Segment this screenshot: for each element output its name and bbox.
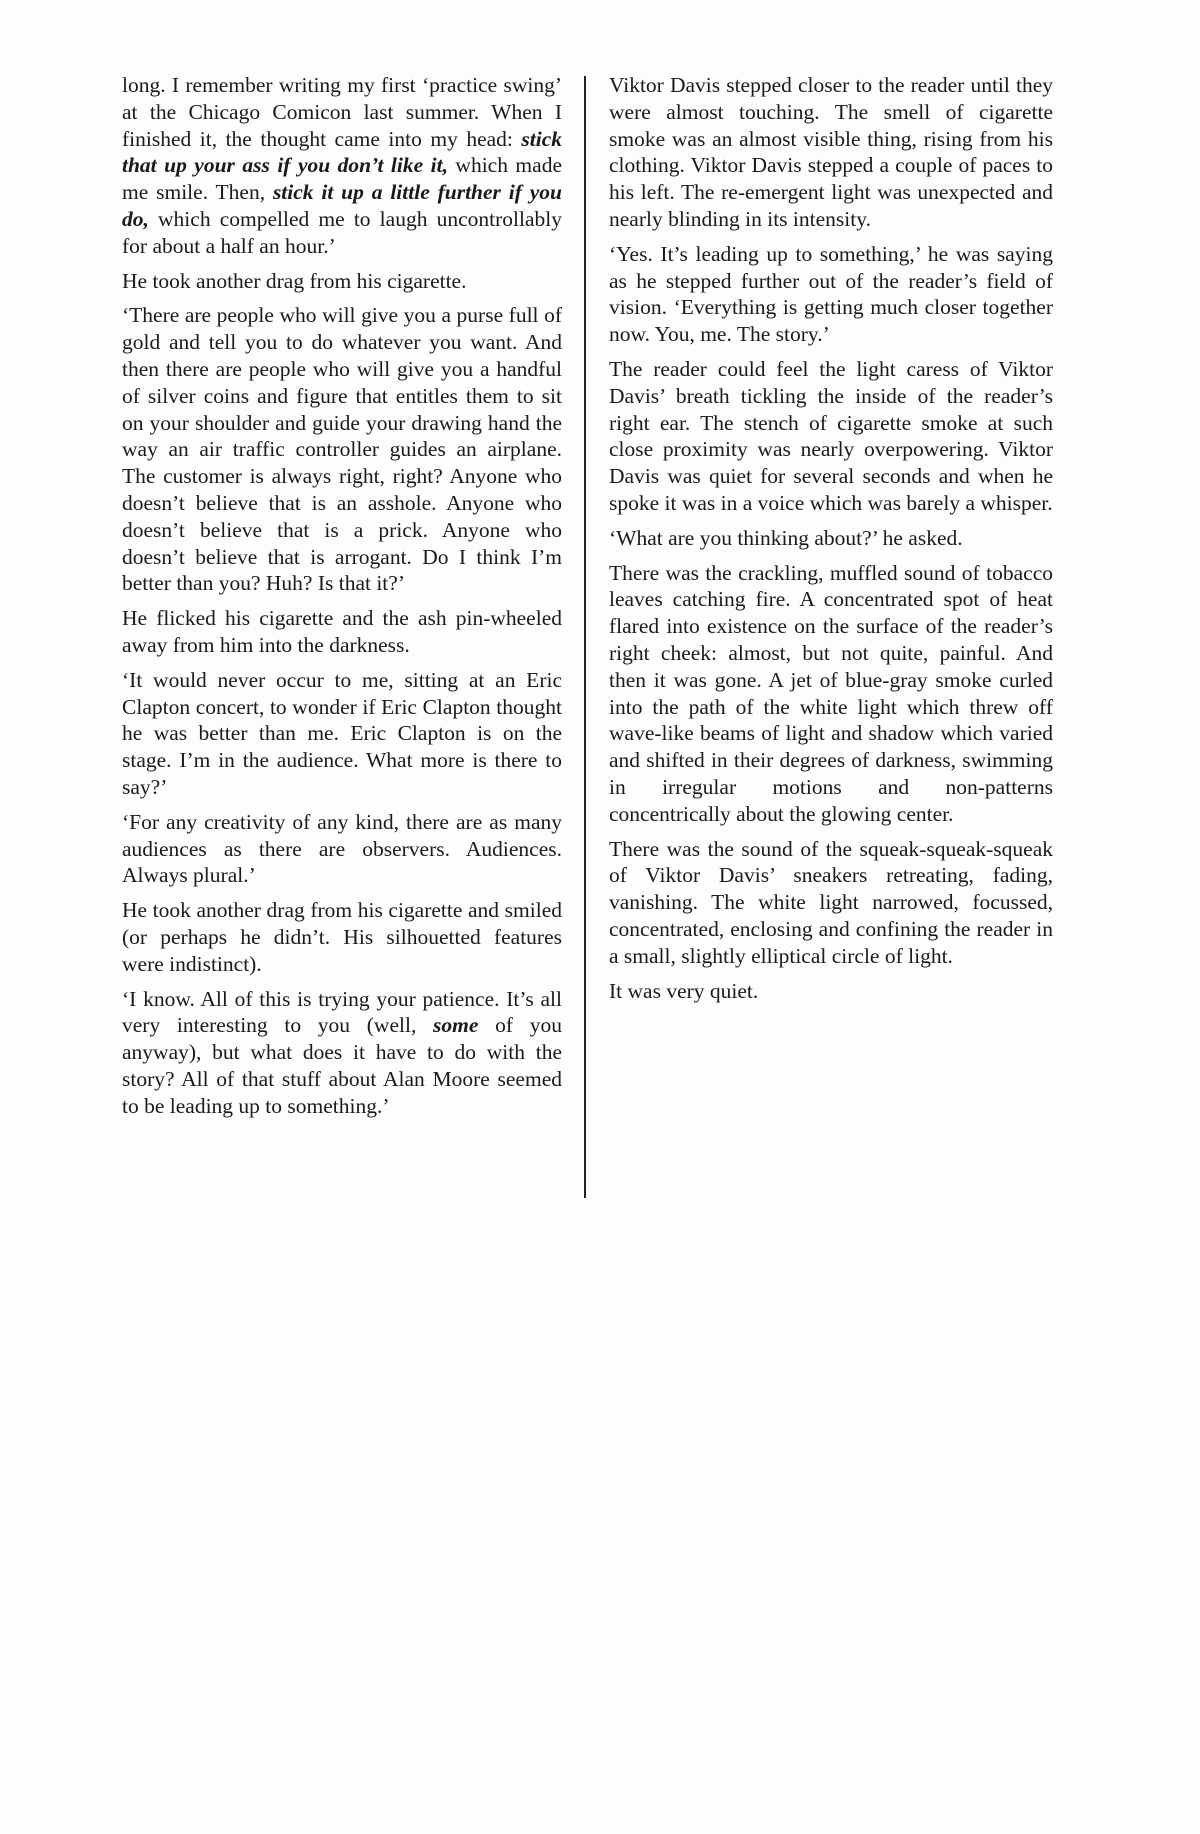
paragraph: ‘There are people who will give you a purse full of gold and tell you to do whatever you want. And then there are people who will give you a handful of silver coins and figure that entitles them to sit on your shoulder and guide your drawing hand the way an air traffic controller guides an airplane. The customer is always right, right? Anyone who doesn’t believe that is an asshole. Anyone who doesn’t believe that is a prick. Anyone who doesn’t believe that is arrogant. Do I think I’m better than you? Huh? Is that it?’ [122, 303, 562, 596]
paragraph: He took another drag from his cigarette and smiled (or perhaps he didn’t. His silhouetted features were indistinct). [122, 898, 562, 976]
paragraph: He took another drag from his cigarette. [122, 268, 467, 293]
italic-phrase: stick it up a little further if you do, [122, 180, 562, 231]
right-text-column [609, 72, 1053, 1012]
paragraph: Viktor Davis stepped closer to the reader until they were almost touching. The smell of cigarette smoke was an almost visible thing, rising from his clothing. Viktor Davis stepped a couple of paces to his left. The re-emergent light was unexpected and nearly blinding in its intensity. [609, 73, 1053, 231]
paragraph: ‘For any creativity of any kind, there are as many audiences as there are observers. Audiences. Always plural.’ [122, 809, 562, 888]
paragraph: It was very quiet. [609, 978, 759, 1003]
paragraph: There was the crackling, muffled sound of tobacco leaves catching fire. A concentrated spot of heat flared into existence on the surface of the reader’s right cheek: almost, but not quite, painful. And then it was gone. A jet of blue-gray smoke curled into the path of the white light which threw off wave-like beams of light and shadow which varied and shifted in their degrees of darkness, swimming in irregular motions and non-patterns concentrically about the glowing center. [609, 560, 1053, 826]
paragraph: The reader could feel the light caress of Viktor Davis’ breath tickling the inside of the reader’s right ear. The stench of cigarette smoke at such close proximity was nearly overpowering. Viktor Davis was quiet for several seconds and when he spoke it was in a voice which was barely a whisper. [609, 356, 1053, 515]
paragraph: ‘What are you thinking about?’ he asked. [609, 525, 963, 550]
paragraph: ‘Yes. It’s leading up to something,’ he was saying as he stepped further out of the reader’s field of vision. ‘Everything is getting much closer together now. You, me. The story.’ [609, 241, 1053, 347]
paragraph: long. I remember writing my first ‘practice swing’ at the Chicago Comicon last summer. When I finished it, the thought came into my head: stick that up your ass if you don’t like it, which made me smile. Then, stick it up a little further if you do, which compelled me to laugh uncontrollably for about a half an hour.’ [122, 73, 562, 258]
italic-word: some [433, 1013, 479, 1038]
paragraph: ‘I know. All of this is trying your patience. It’s all very interesting to you (well, some of you anyway), but what does it have to do with the story? All of that stuff about Alan Moore seemed to be leading up to something.’ [122, 986, 562, 1118]
paragraph: ‘It would never occur to me, sitting at an Eric Clapton concert, to wonder if Eric Clapton thought he was better than me. Eric Clapton is on the stage. I’m in the audience. What more is there to say?’ [122, 667, 562, 799]
column-divider [584, 76, 586, 1198]
left-text-column [122, 72, 562, 1127]
paragraph: He flicked his cigarette and the ash pin-wheeled away from him into the darkness. [122, 606, 562, 657]
paragraph: There was the sound of the squeak-squeak-squeak of Viktor Davis’ sneakers retreating, fading, vanishing. The white light narrowed, focussed, concentrated, enclosing and confining the reader in a small, slightly elliptical circle of light. [609, 836, 1053, 968]
italic-phrase: stick that up your ass if you don’t like it, [122, 126, 562, 178]
